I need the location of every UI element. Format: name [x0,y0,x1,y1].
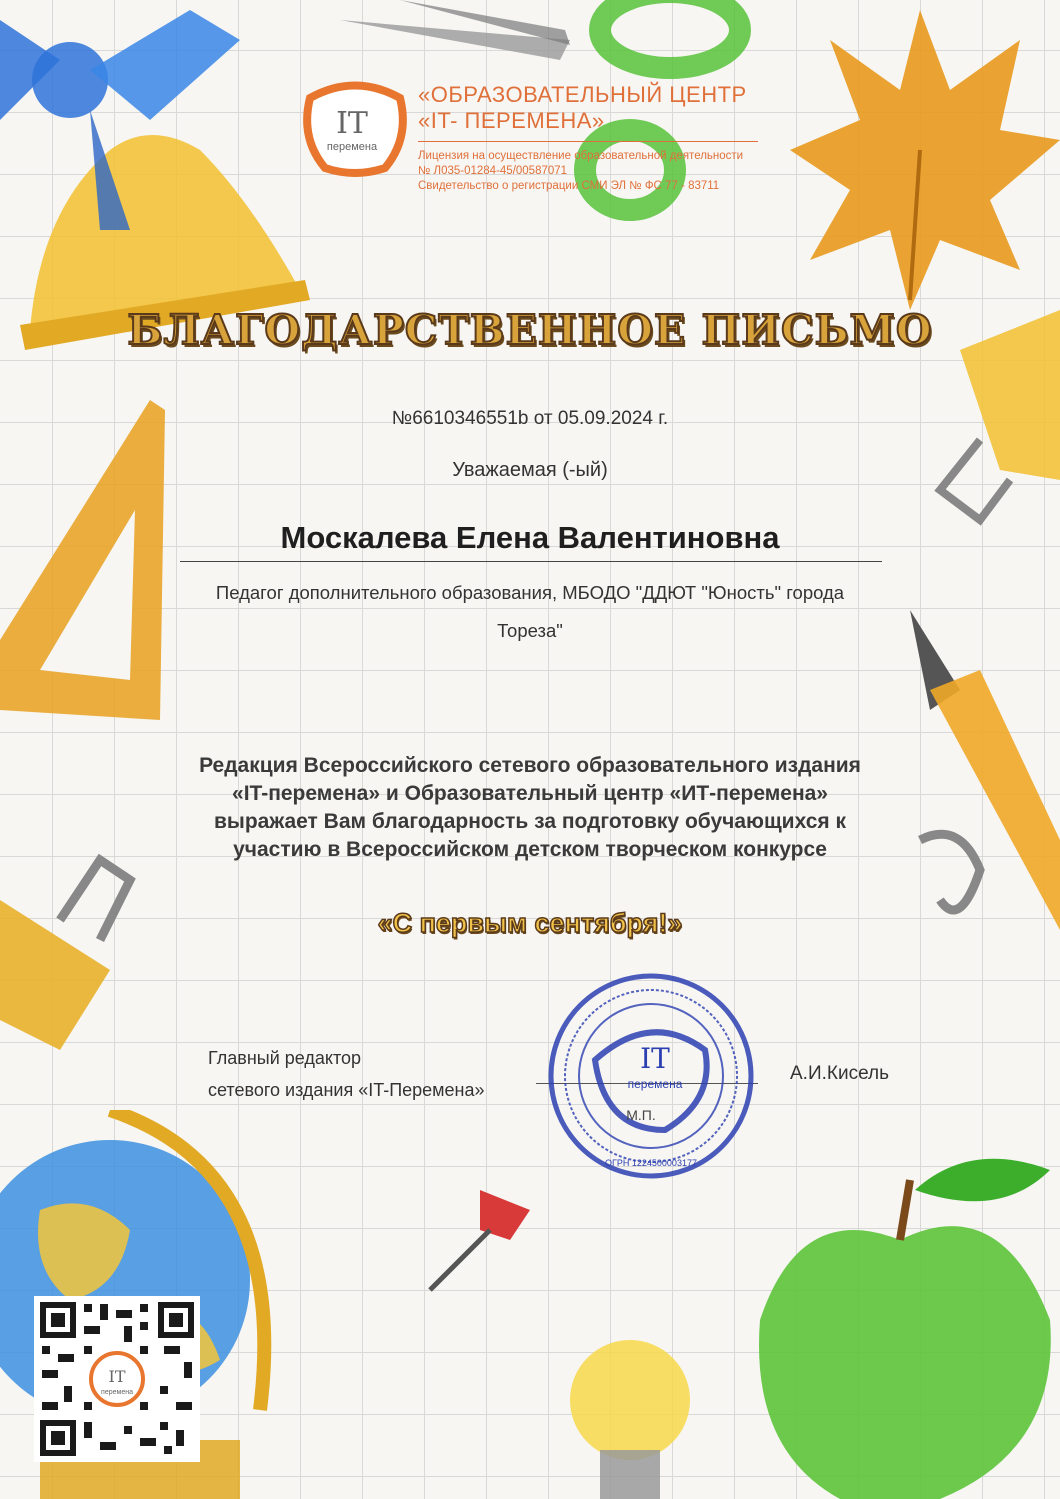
gratitude-text [150,752,910,864]
recipient-underline [180,561,882,562]
body-line2: «IT-перемена» и Образовательный центр «ИТ-перемена» [232,782,828,805]
maple-leaf-illustration [790,0,1060,320]
license-line3: Свидетельство о регистрации СМИ ЭЛ № ФС 77 - 83711 [418,180,720,192]
svg-text:перемена: перемена [627,1077,683,1091]
license-line2: № Л035-01284-45/00587071 [418,165,568,177]
qr-code[interactable] [34,1296,200,1462]
svg-text:перемена: перемена [101,1389,133,1396]
header-divider [418,141,758,142]
salutation: Уважаемая (-ый) [452,459,608,481]
position-line2: Тореза" [497,620,563,641]
pencil-illustration [900,600,1060,960]
document-number: №6610346551b от 05.09.2024 г. [391,408,669,429]
signatory-name: А.И.Кисель [790,1063,889,1084]
push-pin-illustration [420,1170,540,1300]
svg-text:IT: IT [336,106,368,141]
recipient-name: Москалева Елена Валентиновна [280,520,780,555]
signatory-title-line2: сетевого издания «IT-Перемена» [208,1080,485,1100]
contest-name: «С первым сентября!» [377,908,683,938]
body-line4: участию в Всероссийском детском творческом конкурсе [233,838,827,861]
org-name-line2: «IT- ПЕРЕМЕНА» [418,108,605,133]
it-peremena-logo [300,78,410,178]
recipient-position [160,574,900,650]
license-info [418,149,743,194]
organization-name [418,82,747,134]
svg-text:М.П.: М.П. [626,1107,656,1123]
apple-illustration [740,1150,1060,1499]
svg-text:IT: IT [108,1367,126,1386]
svg-text:ОГРН 1224500003177: ОГРН 1224500003177 [605,1158,697,1168]
org-name-line1: «ОБРАЗОВАТЕЛЬНЫЙ ЦЕНТР [418,82,747,107]
signatory-title [208,1042,485,1106]
document-title: БЛАГОДАРСТВЕННОЕ ПИСЬМО [127,306,933,354]
svg-text:IT: IT [640,1042,670,1075]
position-line1: Педагог дополнительного образования, МБОДО "ДДЮТ "Юность" города [215,582,845,603]
ruler-triangle-illustration [0,400,170,730]
paper-clip-left-illustration [0,840,160,1070]
lightbulb-illustration [540,1320,720,1499]
official-stamp [545,970,757,1182]
svg-text:перемена: перемена [326,141,378,153]
signatory-title-line1: Главный редактор [208,1048,362,1068]
body-line3: выражает Вам благодарность за подготовку обучающихся к [213,810,847,833]
license-line1: Лицензия на осуществление образовательной деятельности [418,150,744,162]
body-line1: Редакция Всероссийского сетевого образовательного издания [199,754,861,777]
